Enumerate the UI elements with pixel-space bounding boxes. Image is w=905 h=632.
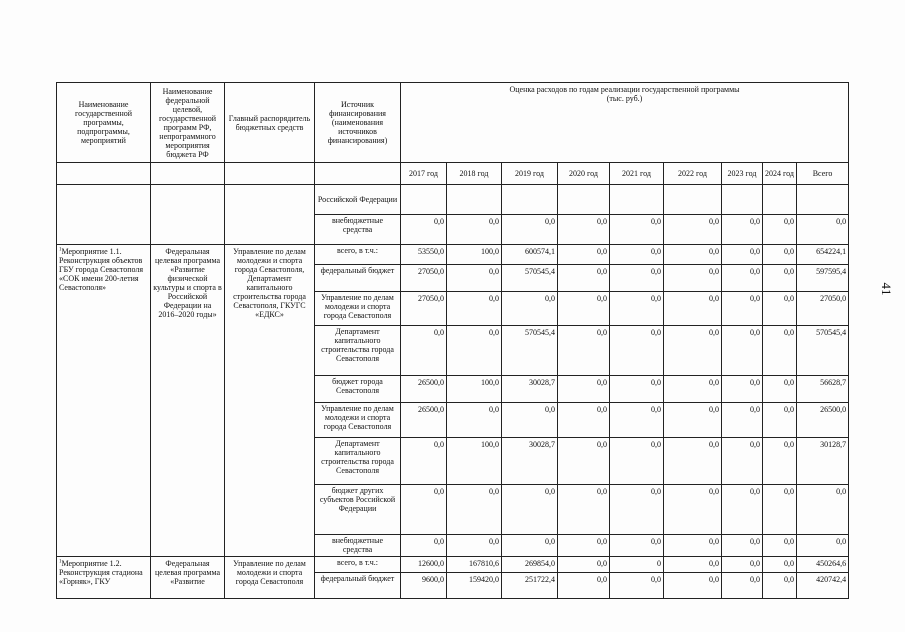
source-cell: всего, в т.ч.: [315, 245, 401, 265]
header-unit: (тыс. руб.) [606, 94, 643, 103]
source-cell: Российской Федерации [315, 185, 401, 215]
measure-program: Федеральная целевая программа «Развитие физической культуры и спорта в Российской Федерации на 2016–2020 годы» [151, 245, 225, 557]
measure-name: $^1$Мероприятие 1.1. Реконструкция объектов ГБУ города Севастополя «СОК имени 200-летия Севастополя» [57, 245, 151, 557]
year-header: 2022 год [664, 163, 722, 185]
source-cell: бюджет других субъектов Российской Федерации [315, 485, 401, 535]
header-federal-program: Наименование федеральной целевой, государственной программ РФ, непрограммного мероприятия бюджета РФ [151, 83, 225, 163]
source-cell: бюджет города Севастополя [315, 376, 401, 403]
year-header: 2023 год [722, 163, 763, 185]
source-cell: внебюджетные средства [315, 535, 401, 557]
source-cell: Управление по делам молодежи и спорта города Севастополя [315, 292, 401, 326]
year-header: 2020 год [558, 163, 610, 185]
table-row: Департамент капитального строительства города Севастополя 0,0 0,0 570545,4 0,0 0,0 0,0 0,0 0,0 570545,4 [57, 326, 849, 376]
source-cell: Департамент капитального строительства города Севастополя [315, 438, 401, 485]
header-estimate-title: Оценка расходов по годам реализации государственной программы [509, 85, 740, 94]
source-cell: федеральный бюджет [315, 265, 401, 292]
measure-name: $^1$Мероприятие 1.2. Реконструкция стадиона «Горняк», ГКУ [57, 557, 151, 599]
year-header-blank [315, 163, 401, 185]
page-number: 41 [879, 282, 894, 296]
year-header: 2021 год [610, 163, 664, 185]
table-row [57, 185, 849, 215]
source-cell: всего, в т.ч.: [315, 557, 401, 573]
table-row: Управление по делам молодежи и спорта города Севастополя 26500,0 0,0 0,0 0,0 0,0 0,0 0,0 0,0 26500,0 [57, 403, 849, 438]
table-row: бюджет других субъектов Российской Федерации 0,0 0,0 0,0 0,0 0,0 0,0 0,0 0,0 0,0 [57, 485, 849, 535]
year-header-total: Всего [797, 163, 849, 185]
table-row: Управление по делам молодежи и спорта города Севастополя 27050,0 0,0 0,0 0,0 0,0 0,0 0,0 0,0 27050,0 [57, 292, 849, 326]
measure-manager: Управление по делам молодежи и спорта города Севастополя [225, 557, 315, 599]
table-row: федеральный бюджет 9600,0 159420,0 251722,4 0,0 0,0 0,0 0,0 0,0 420742,4 [57, 573, 849, 599]
year-header: 2019 год [502, 163, 558, 185]
header-manager: Главный распорядитель бюджетных средств [225, 83, 315, 163]
header-program-name: Наименование государственной программы, подпрограммы, мероприятий [57, 83, 151, 163]
header-estimate [401, 83, 849, 163]
header-row [57, 83, 849, 163]
source-cell: Департамент капитального строительства города Севастополя [315, 326, 401, 376]
table-row: $^1$Мероприятие 1.2. Реконструкция стадиона «Горняк», ГКУ Федеральная целевая программа «Развитие Управление по делам молодежи и спорта города Севастополя всего, в т.ч.: 12600,0 167810,6 269854,0 0,0 0 0,0 0,0 0,0 450264,6 [57, 557, 849, 573]
table-row: внебюджетные средства 0,0 0,0 0,0 0,0 0,0 0,0 0,0 0,0 0,0 [57, 215, 849, 245]
table-row: бюджет города Севастополя 26500,0 100,0 30028,7 0,0 0,0 0,0 0,0 0,0 56628,7 [57, 376, 849, 403]
source-cell: внебюджетные средства [315, 215, 401, 245]
year-header: 2017 год [401, 163, 447, 185]
measure-program: Федеральная целевая программа «Развитие [151, 557, 225, 599]
source-cell: федеральный бюджет [315, 573, 401, 599]
year-header-row [57, 163, 849, 185]
year-header-blank [57, 163, 151, 185]
year-header: 2018 год [447, 163, 502, 185]
table-row: федеральный бюджет 27050,0 0,0 570545,4 0,0 0,0 0,0 0,0 0,0 597595,4 [57, 265, 849, 292]
budget-table [56, 82, 849, 599]
header-funding-source: Источник финансирования (наименования источников финансирования) [315, 83, 401, 163]
measure-manager: Управление по делам молодежи и спорта города Севастополя, Департамент капитального строительства города Севастополя, ГКУГС «ЕДКС» [225, 245, 315, 557]
source-cell: Управление по делам молодежи и спорта города Севастополя [315, 403, 401, 438]
year-header-blank [225, 163, 315, 185]
table-row: Департамент капитального строительства города Севастополя 0,0 100,0 30028,7 0,0 0,0 0,0 0,0 0,0 30128,7 [57, 438, 849, 485]
table-row: $^1$Мероприятие 1.1. Реконструкция объектов ГБУ города Севастополя «СОК имени 200-летия Севастополя» Федеральная целевая программа «Развитие физической культуры и спорта в Российской Федерации на 2016–2020 годы» Управление по делам молодежи и спорта города Севастополя, Департамент капитального строительства города Севастополя, ГКУГС «ЕДКС» всего, в т.ч.: 53550,0 100,0 600574,1 0,0 0,0 0,0 0,0 0,0 654224,1 [57, 245, 849, 265]
year-header-blank [151, 163, 225, 185]
table-row: внебюджетные средства 0,0 0,0 0,0 0,0 0,0 0,0 0,0 0,0 0,0 [57, 535, 849, 557]
year-header: 2024 год [763, 163, 797, 185]
